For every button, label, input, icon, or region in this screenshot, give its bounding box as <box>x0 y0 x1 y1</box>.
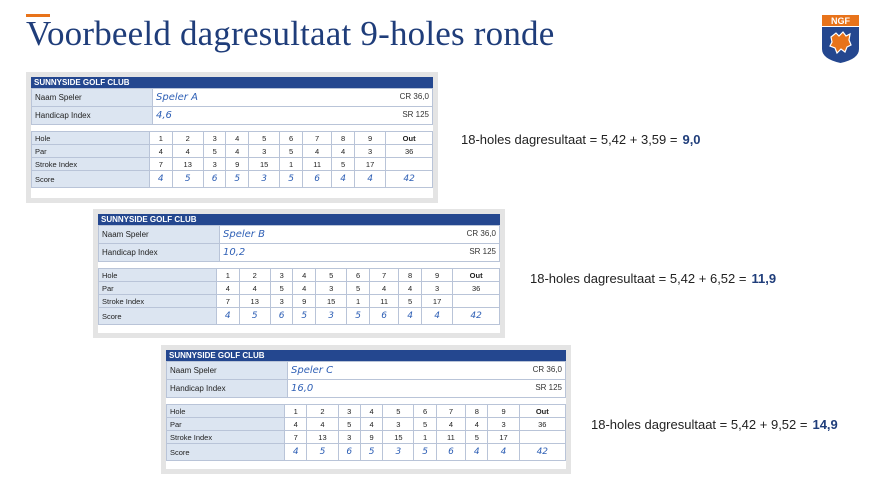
stroke-index-value: 13 <box>307 431 338 444</box>
stroke-index-value: 9 <box>226 158 249 171</box>
score-value: 5 <box>172 171 203 188</box>
hole-number: 2 <box>172 132 203 145</box>
hole-number: 8 <box>399 269 422 282</box>
par-value: 4 <box>226 145 249 158</box>
stroke-index-value: 9 <box>360 431 382 444</box>
stroke-index-value: 1 <box>414 431 436 444</box>
holes-table <box>98 268 500 325</box>
score-out: 42 <box>386 171 433 188</box>
stroke-index-value: 3 <box>270 295 293 308</box>
stroke-index-value: 5 <box>399 295 422 308</box>
stroke-index-value: 15 <box>383 431 414 444</box>
stroke-index-value: 7 <box>217 295 240 308</box>
score-value: 5 <box>280 171 303 188</box>
player-name: Speler C <box>291 365 334 376</box>
par-value: 4 <box>172 145 203 158</box>
stroke-index-value: 15 <box>316 295 347 308</box>
score-row-label: Score <box>99 308 217 325</box>
hole-number: 6 <box>280 132 303 145</box>
player-info <box>31 88 433 125</box>
stroke-index-value: 13 <box>172 158 203 171</box>
score-value: 4 <box>150 171 173 188</box>
par-value: 4 <box>293 282 316 295</box>
result-value: 14,9 <box>812 417 838 432</box>
name-label: Naam Speler <box>99 226 220 244</box>
hole-number: 7 <box>436 405 465 418</box>
score-value: 4 <box>421 308 452 325</box>
out-header: Out <box>386 132 433 145</box>
handicap-label: Handicap Index <box>99 244 220 262</box>
hole-number: 3 <box>338 405 360 418</box>
hole-number: 3 <box>270 269 293 282</box>
out-header: Out <box>519 405 565 418</box>
par-value: 4 <box>360 418 382 431</box>
stroke-index-value: 7 <box>150 158 173 171</box>
player-name: Speler A <box>156 92 198 103</box>
scorecard-a <box>26 72 438 203</box>
hole-row-label: Hole <box>32 132 150 145</box>
stroke-index-value: 1 <box>280 158 303 171</box>
hole-number: 4 <box>293 269 316 282</box>
score-row-label: Score <box>167 444 285 461</box>
score-out: 42 <box>519 444 565 461</box>
handicap-value: 10,2 <box>223 247 246 258</box>
par-value: 4 <box>302 145 331 158</box>
hole-number: 6 <box>347 269 370 282</box>
hole-number: 8 <box>332 132 355 145</box>
hole-number: 7 <box>302 132 331 145</box>
course-rating: CR 36,0 <box>532 365 562 374</box>
stroke-index-value: 17 <box>354 158 385 171</box>
par-value: 3 <box>249 145 280 158</box>
hole-number: 9 <box>488 405 519 418</box>
par-value: 4 <box>399 282 422 295</box>
par-value: 4 <box>217 282 240 295</box>
par-value: 5 <box>280 145 303 158</box>
par-value: 3 <box>383 418 414 431</box>
score-value: 5 <box>307 444 338 461</box>
par-value: 4 <box>466 418 488 431</box>
score-value: 6 <box>338 444 360 461</box>
slope-rating: SR 125 <box>535 383 562 392</box>
hole-number: 1 <box>285 405 307 418</box>
handicap-label: Handicap Index <box>167 380 288 398</box>
result-b <box>530 271 776 286</box>
hole-number: 4 <box>360 405 382 418</box>
hole-number: 2 <box>239 269 270 282</box>
stroke-index-value: 3 <box>338 431 360 444</box>
stroke-index-value: 7 <box>285 431 307 444</box>
name-label: Naam Speler <box>32 89 153 107</box>
par-row-label: Par <box>32 145 150 158</box>
score-value: 4 <box>488 444 519 461</box>
par-out: 36 <box>386 145 433 158</box>
score-value: 6 <box>436 444 465 461</box>
score-value: 3 <box>383 444 414 461</box>
club-name: SUNNYSIDE GOLF CLUB <box>166 350 566 361</box>
par-value: 5 <box>338 418 360 431</box>
par-out: 36 <box>453 282 500 295</box>
hole-number: 7 <box>369 269 398 282</box>
result-c <box>591 417 838 432</box>
par-row-label: Par <box>167 418 285 431</box>
hole-number: 3 <box>203 132 226 145</box>
course-rating: CR 36,0 <box>466 229 496 238</box>
score-value: 4 <box>354 171 385 188</box>
par-value: 4 <box>307 418 338 431</box>
hole-number: 5 <box>383 405 414 418</box>
par-value: 5 <box>270 282 293 295</box>
hole-number: 6 <box>414 405 436 418</box>
result-value: 11,9 <box>751 271 777 286</box>
par-row-label: Par <box>99 282 217 295</box>
par-out: 36 <box>519 418 565 431</box>
player-info <box>166 361 566 398</box>
par-value: 4 <box>436 418 465 431</box>
score-value: 4 <box>332 171 355 188</box>
result-formula: 18-holes dagresultaat = 5,42 + 3,59 = <box>461 132 678 147</box>
result-a <box>461 132 701 147</box>
page-title: Voorbeeld dagresultaat 9-holes ronde <box>26 14 555 53</box>
score-value: 6 <box>270 308 293 325</box>
stroke-index-row-label: Stroke Index <box>99 295 217 308</box>
hole-row-label: Hole <box>167 405 285 418</box>
stroke-index-value: 11 <box>369 295 398 308</box>
stroke-index-value: 3 <box>203 158 226 171</box>
par-value: 4 <box>369 282 398 295</box>
score-row-label: Score <box>32 171 150 188</box>
slope-rating: SR 125 <box>402 110 429 119</box>
stroke-index-value: 17 <box>421 295 452 308</box>
holes-table <box>166 404 566 461</box>
out-header: Out <box>453 269 500 282</box>
score-value: 5 <box>360 444 382 461</box>
score-value: 5 <box>293 308 316 325</box>
score-value: 4 <box>466 444 488 461</box>
stroke-index-row-label: Stroke Index <box>32 158 150 171</box>
stroke-index-value: 11 <box>436 431 465 444</box>
par-value: 3 <box>488 418 519 431</box>
par-value: 5 <box>347 282 370 295</box>
club-name: SUNNYSIDE GOLF CLUB <box>98 214 500 225</box>
scorecard-c <box>161 345 571 474</box>
par-value: 5 <box>414 418 436 431</box>
par-value: 5 <box>203 145 226 158</box>
result-formula: 18-holes dagresultaat = 5,42 + 6,52 = <box>530 271 747 286</box>
stroke-index-row-label: Stroke Index <box>167 431 285 444</box>
score-value: 4 <box>217 308 240 325</box>
handicap-label: Handicap Index <box>32 107 153 125</box>
score-value: 4 <box>399 308 422 325</box>
player-info <box>98 225 500 262</box>
player-name: Speler B <box>223 229 265 240</box>
score-value: 5 <box>414 444 436 461</box>
par-value: 3 <box>316 282 347 295</box>
par-value: 4 <box>239 282 270 295</box>
score-value: 5 <box>347 308 370 325</box>
hole-number: 5 <box>249 132 280 145</box>
score-value: 3 <box>316 308 347 325</box>
club-name: SUNNYSIDE GOLF CLUB <box>31 77 433 88</box>
score-value: 5 <box>226 171 249 188</box>
par-value: 3 <box>421 282 452 295</box>
holes-table <box>31 131 433 188</box>
handicap-value: 16,0 <box>291 383 314 394</box>
stroke-index-value: 1 <box>347 295 370 308</box>
result-formula: 18-holes dagresultaat = 5,42 + 9,52 = <box>591 417 808 432</box>
score-value: 6 <box>203 171 226 188</box>
stroke-index-value: 15 <box>249 158 280 171</box>
par-value: 4 <box>285 418 307 431</box>
stroke-index-value: 9 <box>293 295 316 308</box>
stroke-index-value: 5 <box>466 431 488 444</box>
slope-rating: SR 125 <box>469 247 496 256</box>
course-rating: CR 36,0 <box>399 92 429 101</box>
par-value: 3 <box>354 145 385 158</box>
hole-row-label: Hole <box>99 269 217 282</box>
name-label: Naam Speler <box>167 362 288 380</box>
handicap-value: 4,6 <box>156 110 172 121</box>
score-value: 5 <box>239 308 270 325</box>
stroke-index-value: 17 <box>488 431 519 444</box>
hole-number: 5 <box>316 269 347 282</box>
hole-number: 1 <box>150 132 173 145</box>
hole-number: 9 <box>354 132 385 145</box>
hole-number: 4 <box>226 132 249 145</box>
stroke-index-value: 5 <box>332 158 355 171</box>
score-value: 6 <box>369 308 398 325</box>
stroke-index-value: 11 <box>302 158 331 171</box>
hole-number: 1 <box>217 269 240 282</box>
score-value: 3 <box>249 171 280 188</box>
stroke-index-value: 13 <box>239 295 270 308</box>
score-out: 42 <box>453 308 500 325</box>
hole-number: 8 <box>466 405 488 418</box>
result-value: 9,0 <box>682 132 701 147</box>
hole-number: 9 <box>421 269 452 282</box>
par-value: 4 <box>150 145 173 158</box>
hole-number: 2 <box>307 405 338 418</box>
ngf-logo <box>822 15 859 63</box>
score-value: 6 <box>302 171 331 188</box>
par-value: 4 <box>332 145 355 158</box>
score-value: 4 <box>285 444 307 461</box>
scorecard-b <box>93 209 505 338</box>
logo-text: NGF <box>831 16 850 26</box>
